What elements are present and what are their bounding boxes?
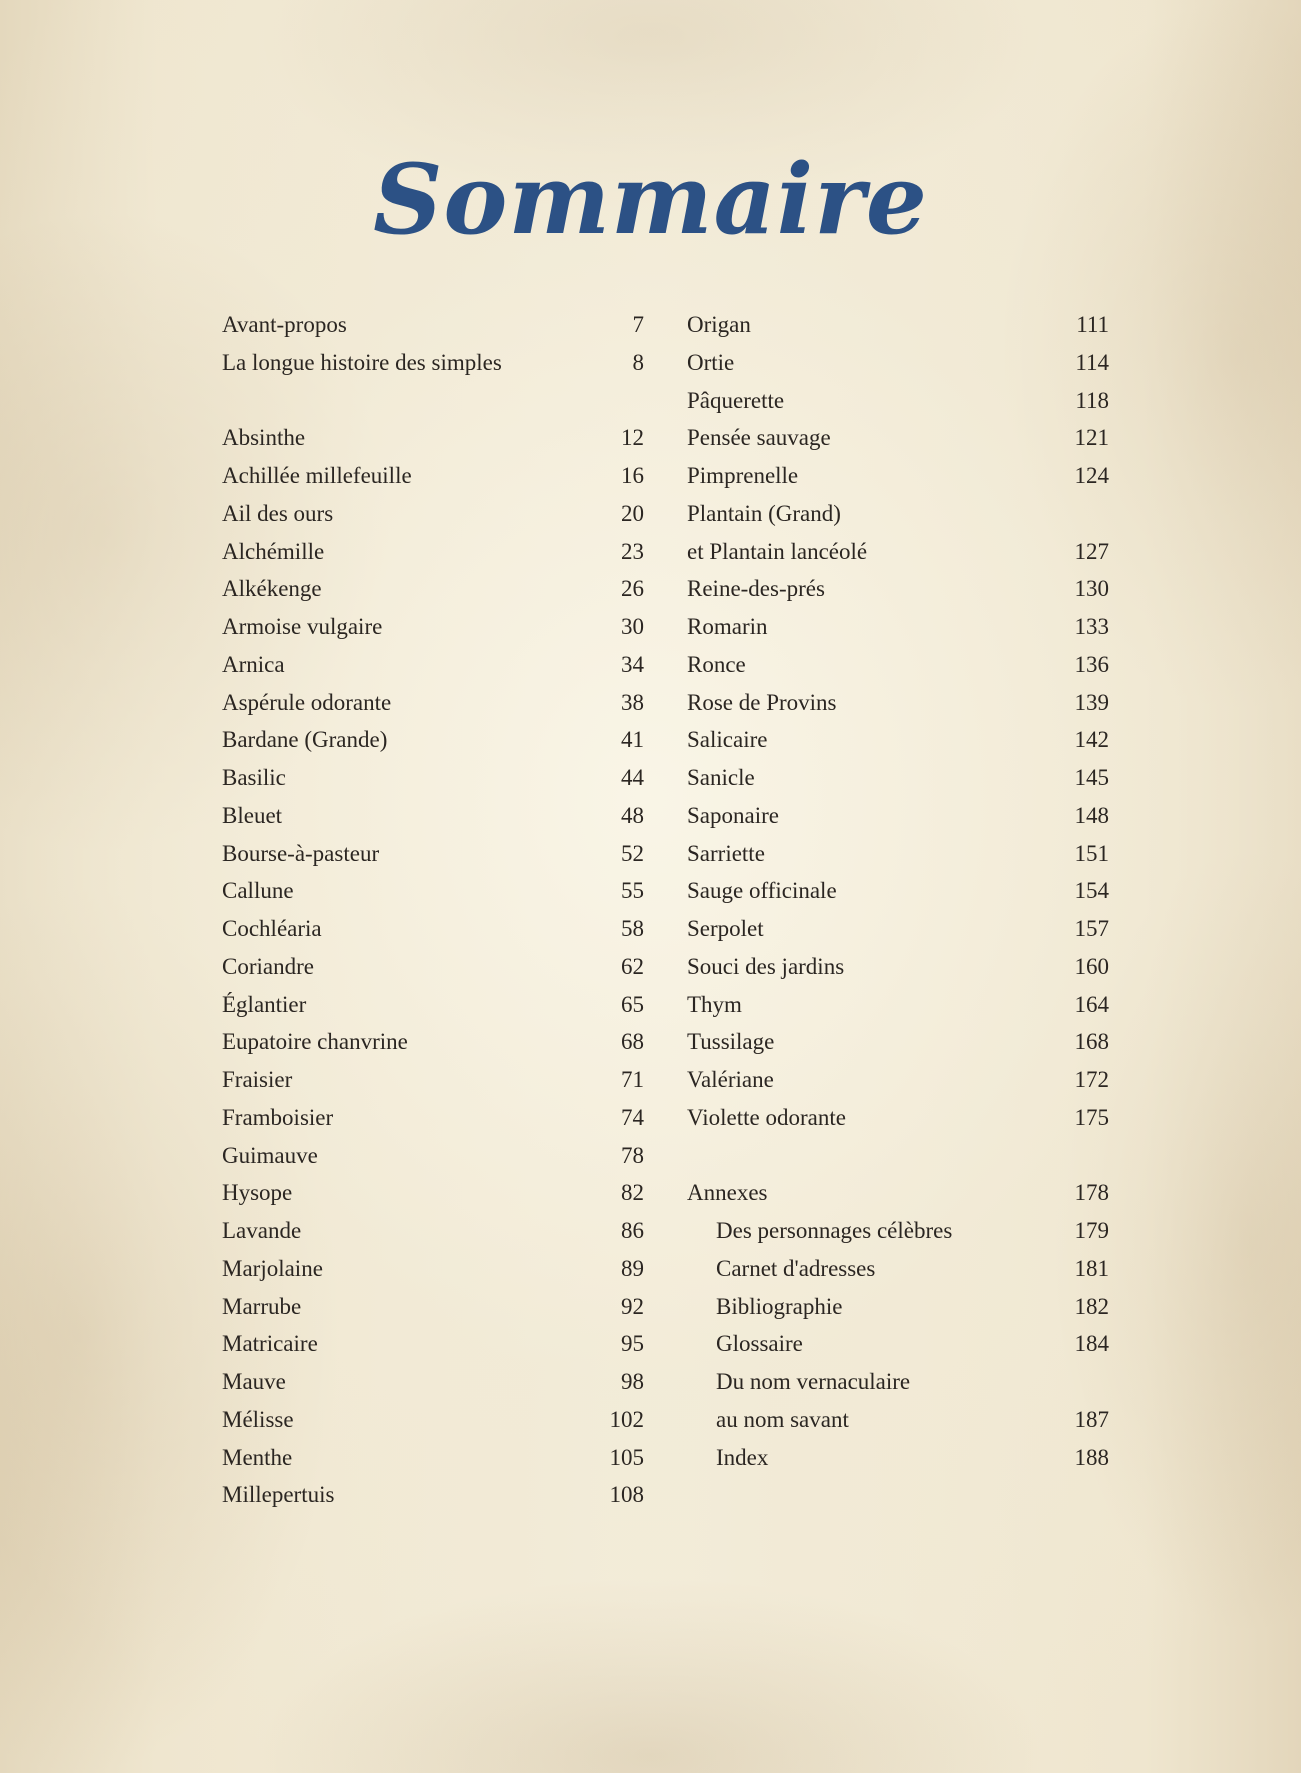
toc-spacer xyxy=(687,1137,1109,1175)
toc-entry-page-number: 181 xyxy=(1074,1255,1109,1281)
toc-entry xyxy=(687,1061,1109,1099)
toc-entry-label: Millepertuis xyxy=(222,1482,335,1508)
toc-entry-label: Sanicle xyxy=(687,765,755,790)
toc-entry-page-number: 82 xyxy=(621,1180,644,1206)
toc-entry xyxy=(687,495,1109,533)
toc-entry-label: Ronce xyxy=(687,651,746,677)
toc-entry-label: Avant-propos xyxy=(222,312,347,337)
toc-entry-page-number: 7 xyxy=(632,312,644,337)
toc-entry xyxy=(222,1174,644,1212)
toc-entry-page-number: 58 xyxy=(621,916,644,941)
toc-entry-page-number: 108 xyxy=(609,1482,644,1508)
toc-entry xyxy=(687,1250,1109,1288)
toc-entry-label: Valériane xyxy=(687,1067,774,1092)
toc-entry-page-number: 98 xyxy=(621,1369,644,1394)
toc-entry xyxy=(222,1061,644,1099)
toc-entry-label: Aspérule odorante xyxy=(222,689,392,715)
toc-entry-label: Pimprenelle xyxy=(687,463,799,488)
toc-entry-page-number: 175 xyxy=(1074,1104,1109,1130)
toc-entry-label: Bleuet xyxy=(222,802,283,828)
toc-entry-page-number: 105 xyxy=(609,1444,644,1470)
toc-entry-label: Bardane (Grande) xyxy=(222,727,388,753)
toc-entry xyxy=(222,1325,644,1363)
toc-entry xyxy=(687,986,1109,1024)
toc-entry-label: Callune xyxy=(222,878,294,904)
toc-left-column xyxy=(222,306,644,1514)
toc-entry-label: Hysope xyxy=(222,1180,293,1206)
toc-entry-page-number: 168 xyxy=(1074,1029,1109,1055)
toc-entry-label: Ortie xyxy=(687,349,735,375)
toc-entry xyxy=(222,533,644,571)
toc-entry-label: Violette odorante xyxy=(687,1104,846,1130)
toc-entry xyxy=(222,306,644,344)
toc-entry xyxy=(687,457,1109,495)
toc-entry-page-number: 55 xyxy=(621,878,644,904)
toc-entry xyxy=(687,344,1109,382)
toc-right-column xyxy=(687,306,1109,1476)
toc-entry-label: Thym xyxy=(687,991,742,1017)
toc-entry xyxy=(222,419,644,457)
toc-entry xyxy=(687,684,1109,722)
toc-entry xyxy=(687,646,1109,684)
toc-entry xyxy=(222,646,644,684)
toc-entry-label: Fraisier xyxy=(222,1067,293,1092)
toc-entry xyxy=(222,1137,644,1175)
toc-entry-label: Glossaire xyxy=(716,1331,803,1357)
toc-entry-label: Plantain (Grand) xyxy=(687,500,841,526)
toc-entry-page-number: 86 xyxy=(621,1218,644,1243)
toc-entry-page-number: 41 xyxy=(621,727,644,753)
toc-entry-label: Coriandre xyxy=(222,953,314,979)
toc-entry-label: Mélisse xyxy=(222,1406,294,1432)
toc-entry-label: Cochléaria xyxy=(222,916,322,941)
toc-entry-label: Salicaire xyxy=(687,727,768,753)
toc-entry-label: Églantier xyxy=(222,991,307,1017)
toc-entry xyxy=(222,344,644,382)
toc-entry-page-number: 184 xyxy=(1074,1331,1109,1357)
toc-entry xyxy=(222,1212,644,1250)
toc-entry-label: et Plantain lancéolé xyxy=(687,538,868,564)
toc-entry xyxy=(222,910,644,948)
toc-entry-page-number: 26 xyxy=(621,576,644,602)
toc-entry-label: Framboisier xyxy=(222,1104,334,1130)
toc-entry xyxy=(687,1212,1109,1250)
toc-entry-page-number: 145 xyxy=(1074,765,1109,790)
toc-entry xyxy=(687,306,1109,344)
toc-entry-page-number: 130 xyxy=(1074,576,1109,602)
toc-entry xyxy=(687,910,1109,948)
toc-entry-page-number: 62 xyxy=(621,953,644,979)
toc-entry-page-number: 30 xyxy=(621,614,644,639)
toc-entry xyxy=(222,1250,644,1288)
toc-entry-label: Serpolet xyxy=(687,916,764,941)
toc-entry xyxy=(687,797,1109,835)
toc-entry-label: Marjolaine xyxy=(222,1255,323,1281)
toc-entry-label: Arnica xyxy=(222,651,285,677)
toc-entry-label: La longue histoire des simples xyxy=(222,349,502,375)
toc-entry-page-number: 68 xyxy=(621,1029,644,1055)
toc-entry-label: Carnet d'adresses xyxy=(716,1255,876,1281)
toc-entry-label: Rose de Provins xyxy=(687,689,837,715)
toc-entry xyxy=(687,948,1109,986)
toc-entry xyxy=(687,1288,1109,1326)
toc-entry-label: Absinthe xyxy=(222,425,306,451)
toc-entry xyxy=(687,382,1109,420)
toc-entry-label: Lavande xyxy=(222,1218,302,1243)
toc-entry-page-number: 154 xyxy=(1074,878,1109,904)
toc-entry-page-number: 71 xyxy=(621,1067,644,1092)
toc-entry xyxy=(222,986,644,1024)
toc-entry xyxy=(222,1363,644,1401)
toc-entry-page-number: 124 xyxy=(1074,463,1109,488)
toc-entry xyxy=(687,1439,1109,1477)
toc-entry-page-number: 118 xyxy=(1075,387,1109,413)
toc-entry-page-number: 121 xyxy=(1074,425,1109,451)
toc-entry xyxy=(687,1099,1109,1137)
toc-entry xyxy=(687,1363,1109,1401)
toc-entry-label: Alkékenge xyxy=(222,576,322,602)
toc-entry-page-number: 20 xyxy=(621,500,644,526)
toc-entry xyxy=(222,835,644,873)
toc-entry-page-number: 164 xyxy=(1074,991,1109,1017)
toc-entry xyxy=(687,872,1109,910)
toc-entry-label: Guimauve xyxy=(222,1142,318,1168)
toc-entry-label: Eupatoire chanvrine xyxy=(222,1029,408,1055)
toc-entry-page-number: 114 xyxy=(1075,349,1109,375)
toc-entry-page-number: 136 xyxy=(1074,651,1109,677)
toc-entry-label: Bibliographie xyxy=(716,1293,843,1319)
toc-entry-page-number: 8 xyxy=(632,349,644,375)
toc-entry xyxy=(687,419,1109,457)
toc-entry xyxy=(222,457,644,495)
toc-entry-label: Annexes xyxy=(687,1180,768,1206)
toc-entry xyxy=(222,495,644,533)
toc-entry-label: Romarin xyxy=(687,614,768,639)
toc-entry-label: Achillée millefeuille xyxy=(222,463,412,488)
toc-entry xyxy=(687,1023,1109,1061)
toc-entry xyxy=(222,721,644,759)
toc-entry xyxy=(687,608,1109,646)
toc-entry-page-number: 38 xyxy=(621,689,644,715)
toc-entry xyxy=(222,608,644,646)
toc-entry xyxy=(222,948,644,986)
toc-entry-page-number: 188 xyxy=(1074,1444,1109,1470)
toc-entry xyxy=(222,1023,644,1061)
toc-entry-page-number: 74 xyxy=(621,1104,644,1130)
toc-entry xyxy=(687,533,1109,571)
toc-entry-page-number: 12 xyxy=(621,425,644,451)
toc-entry xyxy=(687,570,1109,608)
toc-entry-page-number: 179 xyxy=(1074,1218,1109,1243)
page-title: Sommaire xyxy=(373,143,928,256)
toc-entry xyxy=(222,1288,644,1326)
toc-entry-label: Sarriette xyxy=(687,840,765,866)
toc-entry-page-number: 157 xyxy=(1074,916,1109,941)
toc-entry-page-number: 111 xyxy=(1076,312,1109,337)
toc-entry-label: Mauve xyxy=(222,1369,286,1394)
toc-entry-label: Des personnages célèbres xyxy=(716,1218,953,1243)
toc-entry-page-number: 187 xyxy=(1074,1406,1109,1432)
toc-entry xyxy=(687,1325,1109,1363)
toc-entry xyxy=(222,1476,644,1514)
toc-entry-page-number: 92 xyxy=(621,1293,644,1319)
toc-entry-page-number: 127 xyxy=(1074,538,1109,564)
toc-entry xyxy=(687,1401,1109,1439)
toc-entry-label: Alchémille xyxy=(222,538,325,564)
toc-entry-label: Sauge officinale xyxy=(687,878,837,904)
toc-entry xyxy=(687,721,1109,759)
toc-entry-label: Pâquerette xyxy=(687,387,785,413)
toc-entry xyxy=(222,684,644,722)
toc-entry-page-number: 95 xyxy=(621,1331,644,1357)
toc-entry-page-number: 102 xyxy=(609,1406,644,1432)
toc-entry-label: Souci des jardins xyxy=(687,953,845,979)
toc-entry-label: Matricaire xyxy=(222,1331,318,1357)
toc-entry-page-number: 160 xyxy=(1074,953,1109,979)
toc-entry-page-number: 78 xyxy=(621,1142,644,1168)
toc-entry-label: Du nom vernaculaire xyxy=(716,1369,911,1394)
toc-entry-page-number: 133 xyxy=(1074,614,1109,639)
toc-entry-label: Basilic xyxy=(222,765,286,790)
toc-entry xyxy=(222,872,644,910)
toc-entry xyxy=(222,1401,644,1439)
toc-entry-page-number: 172 xyxy=(1074,1067,1109,1092)
toc-entry-label: Tussilage xyxy=(687,1029,775,1055)
toc-entry-label: au nom savant xyxy=(716,1406,849,1432)
toc-entry xyxy=(687,759,1109,797)
toc-spacer xyxy=(222,382,644,420)
toc-entry-page-number: 178 xyxy=(1074,1180,1109,1206)
toc-entry-page-number: 48 xyxy=(621,802,644,828)
toc-entry-page-number: 139 xyxy=(1074,689,1109,715)
toc-entry-page-number: 65 xyxy=(621,991,644,1017)
toc-entry xyxy=(222,1439,644,1477)
toc-entry-page-number: 142 xyxy=(1074,727,1109,753)
toc-entry-page-number: 16 xyxy=(621,463,644,488)
toc-entry xyxy=(687,1174,1109,1212)
toc-entry-label: Reine-des-prés xyxy=(687,576,825,602)
toc-entry-label: Menthe xyxy=(222,1444,293,1470)
toc-entry xyxy=(222,759,644,797)
toc-entry-page-number: 89 xyxy=(621,1255,644,1281)
toc-entry xyxy=(222,797,644,835)
toc-entry-page-number: 34 xyxy=(621,651,644,677)
toc-entry-label: Saponaire xyxy=(687,802,779,828)
toc-entry-page-number: 182 xyxy=(1074,1293,1109,1319)
toc-entry-page-number: 151 xyxy=(1074,840,1109,866)
toc-entry-label: Bourse-à-pasteur xyxy=(222,840,380,866)
toc-entry-page-number: 44 xyxy=(621,765,644,790)
toc-entry xyxy=(222,570,644,608)
toc-entry-label: Index xyxy=(716,1444,769,1470)
toc-entry xyxy=(687,835,1109,873)
toc-entry-label: Armoise vulgaire xyxy=(222,614,383,639)
toc-entry-label: Origan xyxy=(687,312,751,337)
toc-entry-label: Marrube xyxy=(222,1293,302,1319)
toc-entry-label: Pensée sauvage xyxy=(687,425,831,451)
toc-entry-label: Ail des ours xyxy=(222,500,334,526)
toc-entry-page-number: 52 xyxy=(621,840,644,866)
toc-entry-page-number: 148 xyxy=(1074,802,1109,828)
toc-entry-page-number: 23 xyxy=(621,538,644,564)
toc-entry xyxy=(222,1099,644,1137)
